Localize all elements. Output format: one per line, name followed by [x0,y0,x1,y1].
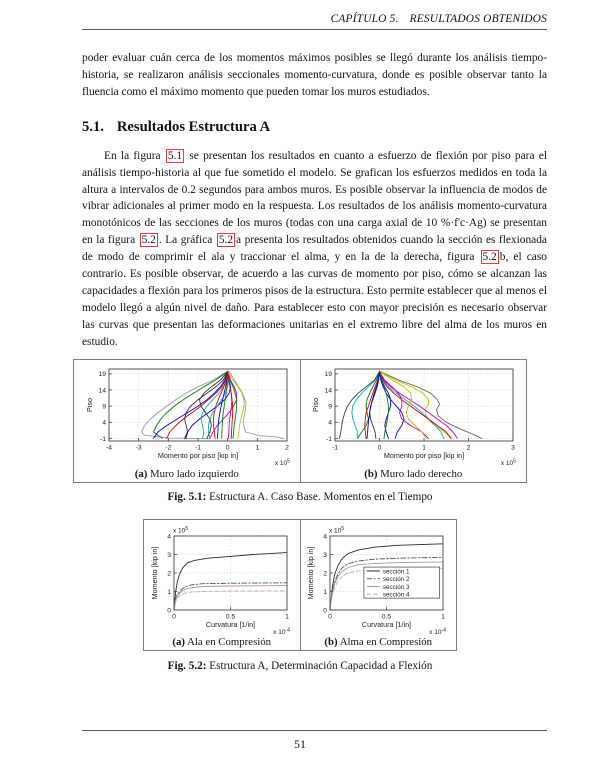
svg-text:x 105: x $10^5$ [329,525,345,535]
svg-text:1: 1 [284,613,289,621]
figure-5-1 [73,359,527,483]
subfigure-label: (a) [172,635,185,648]
svg-text:sección 1: sección 1 [383,567,410,575]
svg-text:Momento [kip in]: Momento [kip in] [306,546,316,599]
svg-text:sección 4: sección 4 [383,591,410,599]
svg-text:0: 0 [225,444,230,452]
svg-text:0: 0 [328,613,333,621]
svg-text:2: 2 [466,444,471,452]
svg-text:x 10-4: x $10^{-4}$ [429,626,447,636]
svg-text:2: 2 [284,444,289,452]
svg-text:x 105: x $10^5$ [501,457,517,467]
header-chapter: CAPÍTULO 5. [330,13,399,25]
subfigure-caption: (b) Muro lado derecho [364,467,463,480]
chart-momentos-muro-derecho [305,364,521,468]
subfigure-label: (a) [134,467,148,480]
figure-5-2-caption [0,660,600,672]
svg-text:9: 9 [328,403,333,411]
svg-text:2: 2 [323,569,328,577]
svg-text:-4: -4 [105,444,112,452]
svg-text:4: 4 [166,532,171,540]
svg-text:sección 3: sección 3 [383,583,410,591]
svg-text:19: 19 [324,370,333,378]
subfigure-5-2b [300,520,457,650]
svg-text:Momento por piso [kip in]: Momento por piso [kip in] [384,450,465,460]
svg-text:0: 0 [323,606,328,614]
chart-momentos-muro-izquierdo [79,364,295,468]
svg-text:Piso: Piso [84,397,94,412]
section-heading [82,119,547,136]
svg-text:4: 4 [323,532,328,540]
svg-text:0: 0 [377,444,382,452]
svg-text:Curvatura [1/in]: Curvatura [1/in] [362,619,412,629]
svg-text:Momento por piso [kip in]: Momento por piso [kip in] [157,450,238,460]
subfigure-5-2a [144,520,300,650]
paragraph-intro: poder evaluar cuán cerca de los momentos máximos posibles se llegó durante los análisis tiempo-historia, se realizaron análisis seccionales momento-curvatura, donde es posible observar tanto la fluencia como el máximo momento que pueden tomar los muros estudiados. [82,52,547,98]
svg-text:-3: -3 [135,444,142,452]
subfigure-caption: (a) Ala en Compresión [172,635,272,648]
svg-text:0: 0 [171,613,176,621]
svg-text:Piso: Piso [311,397,321,412]
svg-text:Curvatura [1/in]: Curvatura [1/in] [205,619,255,629]
paragraph-main: En la figura 5.1 se presentan los resultados en cuanto a esfuerzo de flexión por piso para el análisis tiempo-historia al que fue sometido el modelo. Se grafican los esfuerzos medidos en toda la altura a intervalos de 0.2 segundos para ambos muros. Es posible observar la influencia de modos de vibrar adicionales al primer modo en la respuesta. Los resultados de los análisis momento-curvatura monotónicos de las secciones de los muros (todas con una carga axial de 10 %·f'c·Ag) se presentan en la figura 5.2 . La gráfica 5.2 a presenta los resultados obtenidos cuando la sección es flexionada de modo de comprimir el ala y traccionar el alma, y en la de la derecha, figura 5.2 b, el caso contrario. Es posible observar, de acuerdo a las curvas de momento por piso, cómo se alcanzan las capacidades a flexión para los primeros pisos de la estructura. Esto permite establecer que al menos el modelo llegó a algún nivel de daño. Para establecer esto con mayor precisión es necesario observar las curvas que presentan las deformaciones unitarias en el extremo libre del alma de los muros en estudio. [82,149,547,348]
svg-text:1: 1 [323,588,328,596]
svg-text:-1: -1 [99,435,106,443]
figure-reference-link[interactable]: 5.1 [167,149,183,162]
chart-alma-en-compresion [304,524,452,636]
svg-text:2: 2 [166,569,171,577]
svg-text:x 10-4: x $10^{-4}$ [272,626,290,636]
section-title: Resultados Estructura A [116,118,271,135]
svg-text:-1: -1 [326,435,333,443]
figure-5-1-caption [0,491,600,503]
svg-text:-2: -2 [165,444,172,452]
subfigure-5-1b [300,360,527,482]
svg-text:19: 19 [98,370,106,378]
section-number: 5.1. [82,118,104,135]
running-header [82,13,547,25]
svg-text:14: 14 [98,386,106,394]
svg-text:0.5: 0.5 [382,613,392,621]
chart-ala-en-compresion [148,524,296,636]
figure-5-2 [143,519,457,651]
svg-text:4: 4 [101,419,106,427]
svg-text:3: 3 [166,551,171,559]
svg-text:sección 2: sección 2 [383,575,410,583]
svg-text:9: 9 [101,403,106,411]
svg-text:-1: -1 [194,444,201,452]
page-number: 51 [294,737,306,751]
figure-reference-link[interactable]: 5.2 [482,251,497,264]
figure-caption-text: Estructura A, Determinación Capacidad a Flexión [209,659,433,672]
svg-text:1: 1 [422,444,427,452]
svg-text:0.5: 0.5 [225,613,235,621]
svg-text:0: 0 [166,606,171,614]
header-title: RESULTADOS OBTENIDOS [409,13,547,25]
subfigure-label: (b) [324,635,338,648]
figure-caption-text: Estructura A. Caso Base. Momentos en el Tiempo [209,490,433,503]
svg-text:x 105: x $10^5$ [274,457,290,467]
subfigure-caption: (a) Muro lado izquierdo [134,467,239,480]
svg-text:3: 3 [323,551,328,559]
figure-reference-link[interactable]: 5.2 [141,234,156,247]
header-rule [82,29,547,30]
svg-text:14: 14 [324,386,333,394]
svg-text:-1: -1 [332,444,339,452]
subfigure-caption: (b) Alma en Compresión [324,635,433,648]
svg-text:4: 4 [328,419,333,427]
figure-caption-label: Fig. 5.1: [167,490,207,503]
footer-rule [82,730,547,731]
svg-text:Momento [kip in]: Momento [kip in] [149,546,159,599]
svg-text:1: 1 [441,613,446,621]
svg-text:1: 1 [166,588,171,596]
figure-caption-label: Fig. 5.2: [167,659,207,672]
subfigure-5-1a [74,360,300,482]
svg-text:1: 1 [255,444,259,452]
figure-reference-link[interactable]: 5.2 [218,234,234,247]
svg-text:3: 3 [511,444,516,452]
subfigure-label: (b) [364,467,378,480]
svg-text:x 105: x $10^5$ [172,525,188,535]
